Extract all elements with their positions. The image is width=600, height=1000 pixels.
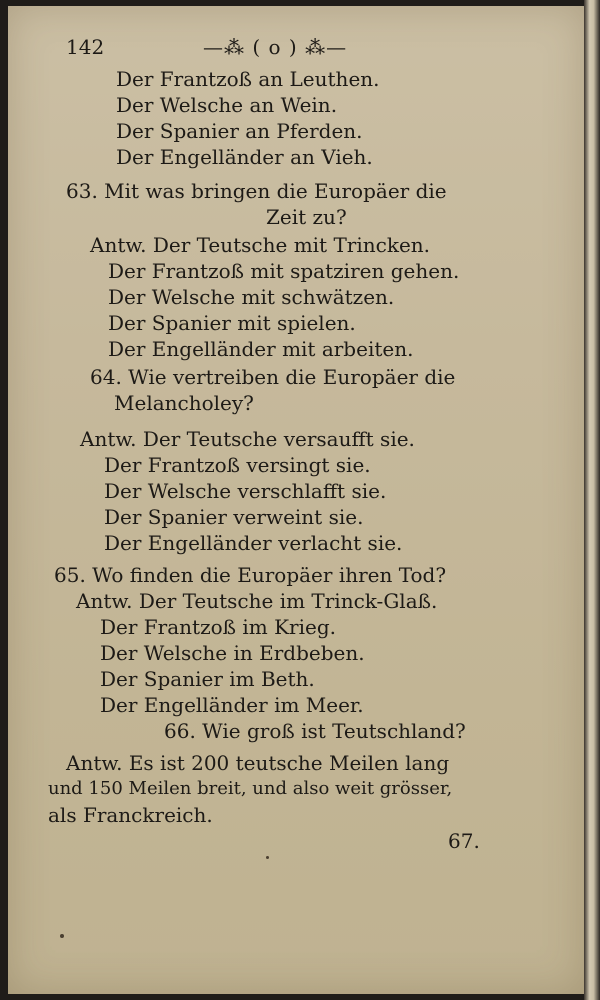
page-edge [584, 0, 600, 1000]
text-line: Der Welsche mit schwätzen. [108, 285, 395, 309]
text-line: Der Spanier an Pferden. [116, 119, 363, 143]
page-number: 142 [66, 35, 105, 59]
question-64: 64. Wie vertreiben die Europäer die [90, 365, 456, 389]
answer-66: Antw. Es ist 200 teutsche Meilen lang [66, 751, 450, 775]
answer-64: Antw. Der Teutsche versaufft sie. [80, 427, 415, 451]
question-63: 63. Mit was bringen die Europäer die [66, 179, 447, 203]
answer-63: Antw. Der Teutsche mit Trincken. [90, 233, 431, 257]
text-line: Der Welsche an Wein. [116, 93, 338, 117]
text-line: Der Frantzoß im Krieg. [100, 615, 336, 639]
question-65: 65. Wo finden die Europäer ihren Tod? [54, 563, 447, 587]
text-line: Der Frantzoß versingt sie. [104, 453, 371, 477]
question-64-cont: Melancholey? [114, 391, 254, 415]
catchword: 67. [448, 829, 480, 853]
text-line: Der Engelländer im Meer. [100, 693, 364, 717]
answer-65: Antw. Der Teutsche im Trinck-Glaß. [76, 589, 438, 613]
text-line: Der Welsche verschlafft sie. [104, 479, 387, 503]
paper-speck [60, 934, 64, 938]
paper-page [8, 6, 587, 994]
paper-speck [266, 856, 269, 859]
text-line: Der Spanier verweint sie. [104, 505, 364, 529]
header-ornament: —⁂ ( o ) ⁂— [203, 35, 348, 59]
text-line: Der Frantzoß an Leuthen. [116, 67, 380, 91]
page-text [8, 6, 584, 994]
text-line: Der Engelländer an Vieh. [116, 145, 373, 169]
text-line: Der Engelländer verlacht sie. [104, 531, 403, 555]
question-63-cont: Zeit zu? [266, 205, 347, 229]
text-line: Der Welsche in Erdbeben. [100, 641, 365, 665]
text-line: Der Spanier mit spielen. [108, 311, 356, 335]
question-66: 66. Wie groß ist Teutschland? [164, 719, 466, 743]
text-line: und 150 Meilen breit, und also weit grösser, [48, 778, 453, 799]
text-line: als Franckreich. [48, 803, 213, 827]
text-line: Der Engelländer mit arbeiten. [108, 337, 414, 361]
text-line: Der Spanier im Beth. [100, 667, 315, 691]
text-line: Der Frantzoß mit spatziren gehen. [108, 259, 460, 283]
